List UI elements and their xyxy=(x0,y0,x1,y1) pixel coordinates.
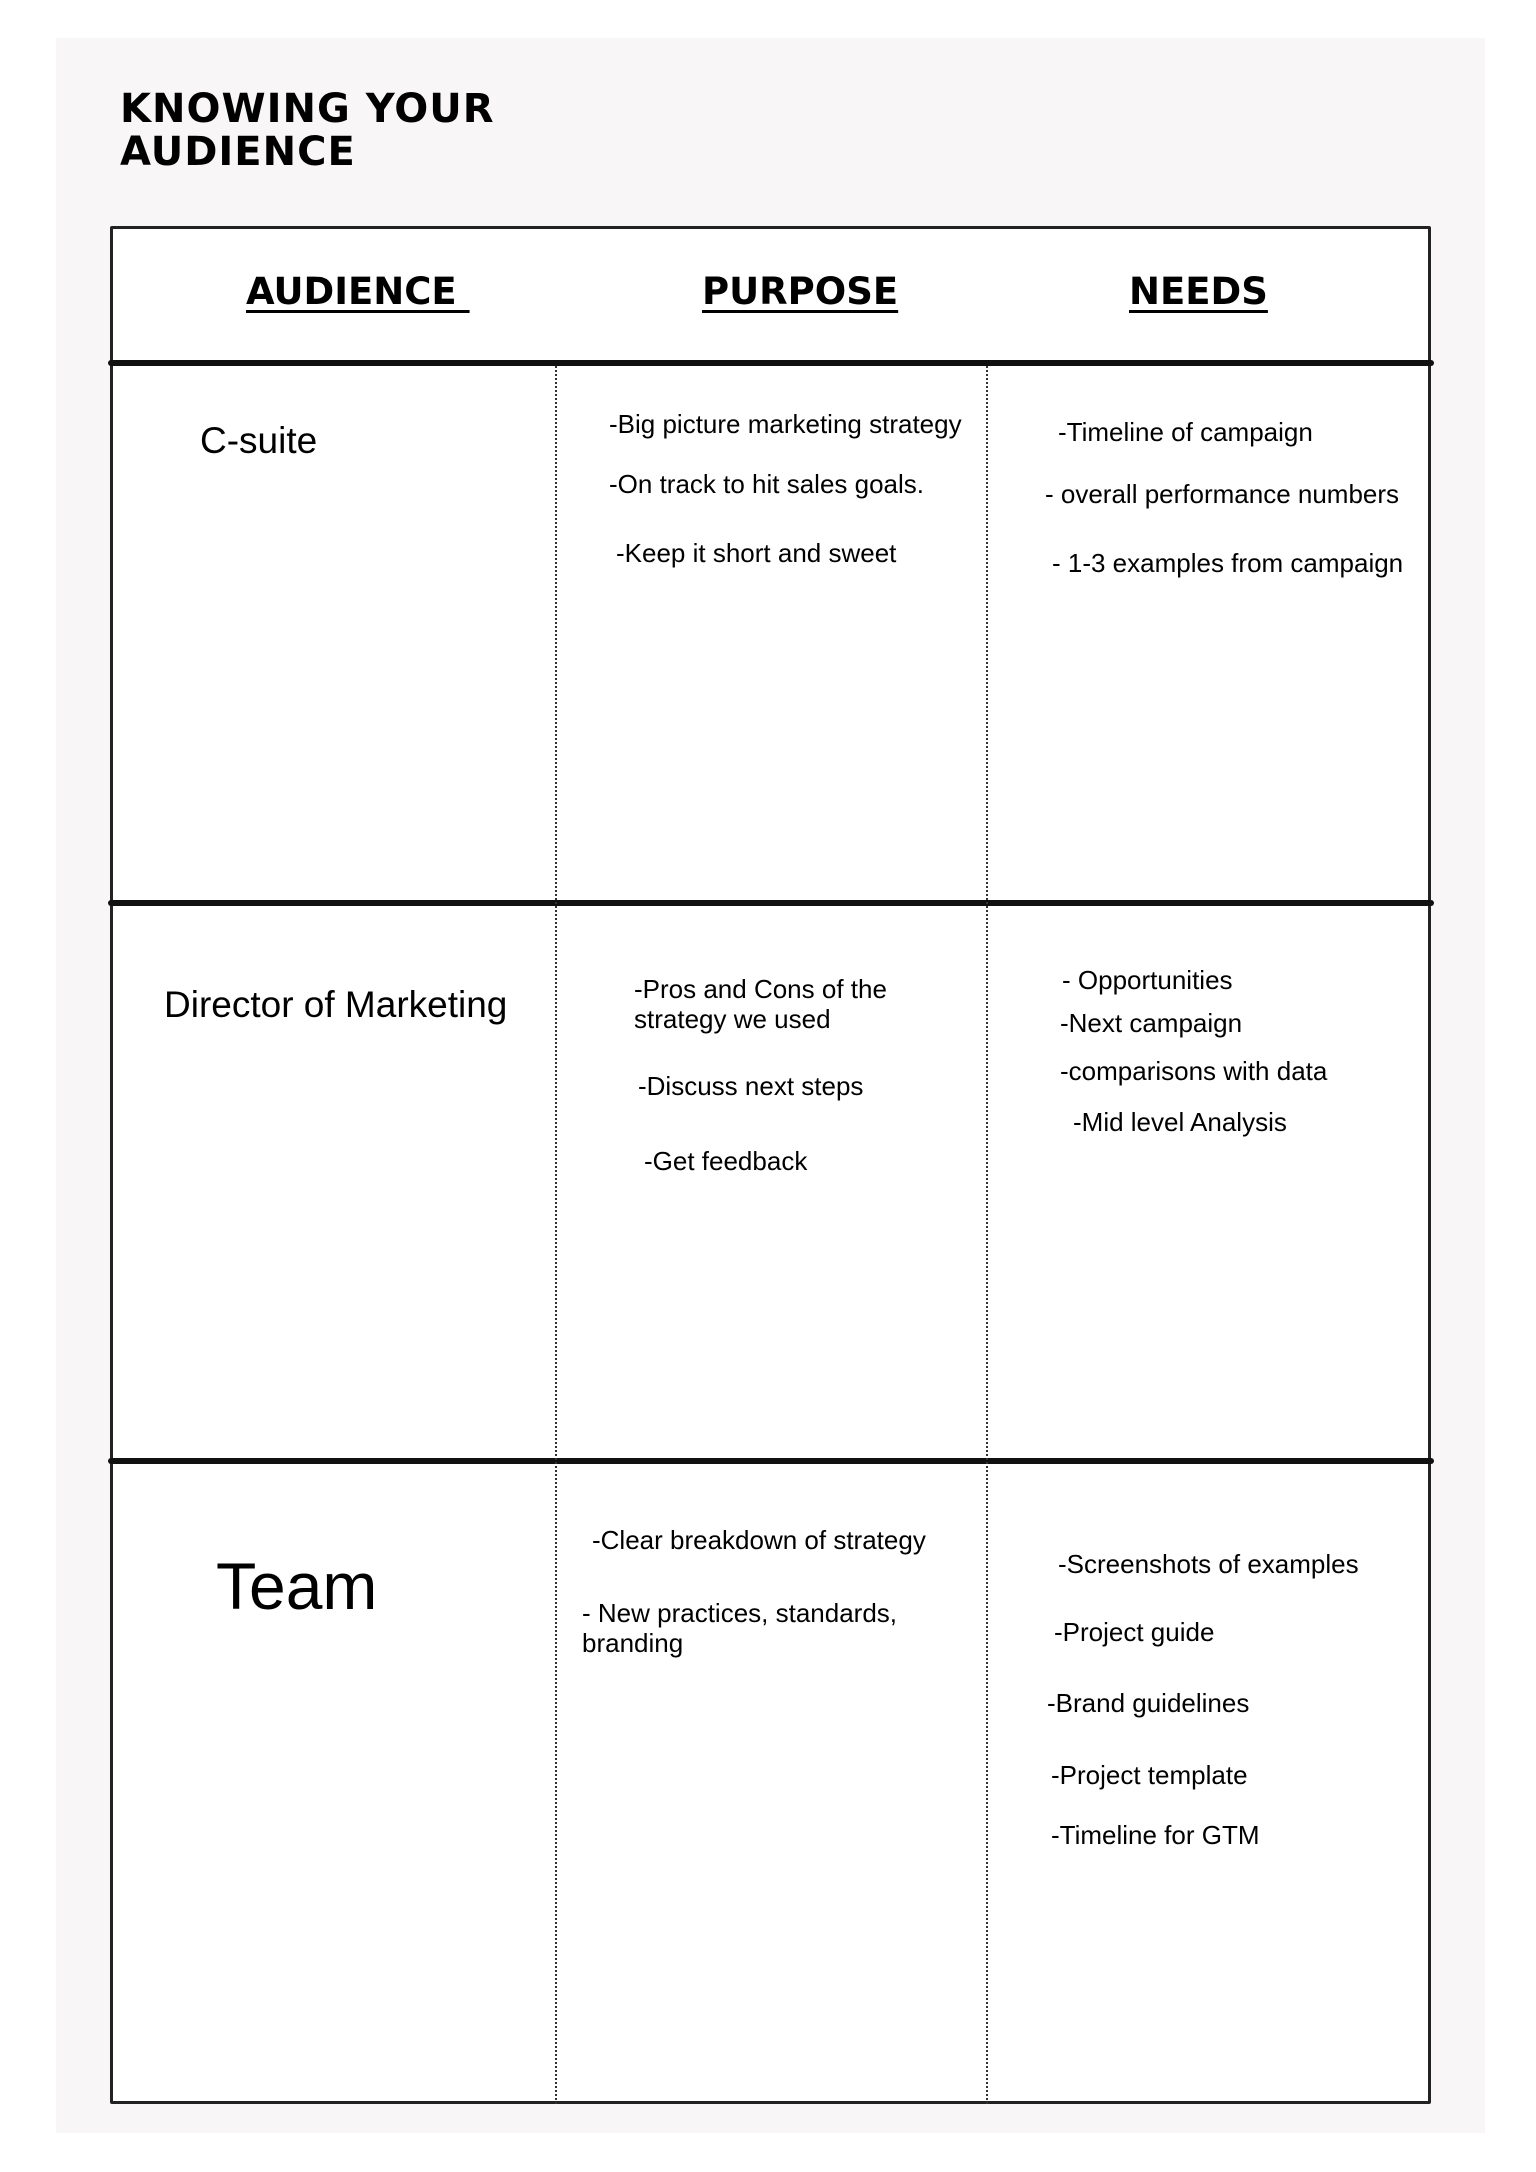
needs-item: -Timeline of campaign xyxy=(1058,417,1313,447)
row-divider-1 xyxy=(108,900,1434,906)
purpose-item: -Keep it short and sweet xyxy=(616,538,897,568)
audience-csuite: C-suite xyxy=(200,420,318,461)
needs-item: -Project template xyxy=(1051,1760,1248,1790)
needs-item: -Timeline for GTM xyxy=(1051,1820,1260,1850)
needs-item: - Opportunities xyxy=(1062,965,1233,995)
audience-team: Team xyxy=(216,1549,378,1623)
needs-item: -Next campaign xyxy=(1060,1008,1243,1038)
purpose-item: -Clear breakdown of strategy xyxy=(592,1525,926,1555)
needs-item: -Project guide xyxy=(1054,1617,1215,1647)
purpose-item: -Big picture marketing strategy xyxy=(609,409,962,439)
page-title: KNOWING YOUR AUDIENCE xyxy=(120,86,495,175)
needs-item: -comparisons with data xyxy=(1060,1056,1328,1086)
purpose-item: -Get feedback xyxy=(644,1146,808,1176)
needs-item: -Mid level Analysis xyxy=(1073,1107,1287,1137)
purpose-item: -On track to hit sales goals. xyxy=(609,469,925,499)
column-divider-1 xyxy=(555,366,557,2104)
audience-director-of-marketing: Director of Marketing xyxy=(164,984,508,1025)
purpose-item: - New practices, standards, branding xyxy=(582,1598,898,1658)
column-divider-2 xyxy=(986,366,988,2104)
row-divider-2 xyxy=(108,1458,1434,1464)
needs-item: -Brand guidelines xyxy=(1047,1688,1250,1718)
needs-item: - overall performance numbers xyxy=(1045,479,1400,509)
needs-item: -Screenshots of examples xyxy=(1058,1549,1359,1579)
purpose-item: -Discuss next steps xyxy=(638,1071,864,1101)
header-audience: AUDIENCE xyxy=(246,270,470,313)
header-divider xyxy=(108,360,1434,366)
needs-item: - 1-3 examples from campaign xyxy=(1052,548,1404,578)
header-needs: NEEDS xyxy=(1129,270,1268,313)
header-purpose: PURPOSE xyxy=(702,270,899,313)
purpose-item: -Pros and Cons of the strategy we used xyxy=(634,974,887,1034)
